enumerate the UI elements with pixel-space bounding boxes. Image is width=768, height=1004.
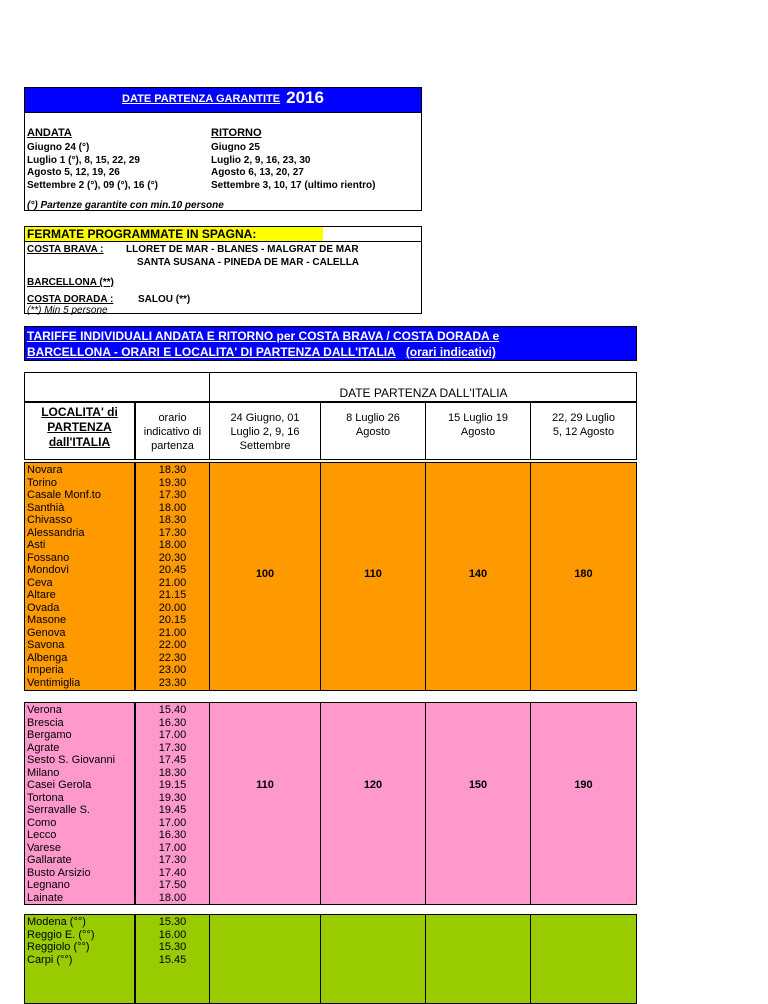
city-name: Altare xyxy=(27,589,56,601)
price-cell xyxy=(209,702,321,905)
ritorno-line: Giugno 25 xyxy=(211,142,260,153)
date-col-cell xyxy=(530,402,637,460)
departure-time: 17.30 xyxy=(158,526,187,539)
date-col-cell xyxy=(320,402,426,460)
departure-time: 17.00 xyxy=(158,816,187,829)
guaranteed-dates-year: 2016 xyxy=(286,88,324,107)
city-name: Imperia xyxy=(27,664,64,676)
departure-time: 22.00 xyxy=(158,639,187,651)
departure-time: 15.40 xyxy=(158,704,187,716)
price-cell xyxy=(425,914,531,1004)
ritorno-line: Settembre 3, 10, 17 (ultimo rientro) xyxy=(211,179,376,191)
price-cell xyxy=(209,914,321,1004)
ritorno-heading: RITORNO xyxy=(211,127,262,139)
price-cell xyxy=(425,702,531,905)
banner-line1: TARIFFE INDIVIDUALI ANDATA E RITORNO per COSTA BRAVA / COSTA DORADA e xyxy=(27,329,500,343)
costa-dorada-label: COSTA DORADA : xyxy=(27,294,114,305)
guaranteed-dates-box xyxy=(24,87,422,211)
andata-line: Luglio 1 (°), 8, 15, 22, 29 xyxy=(27,154,140,166)
departure-time: 23.00 xyxy=(158,664,187,676)
departure-time: 17.30 xyxy=(158,854,187,866)
city-name: Agrate xyxy=(27,741,60,754)
departure-time: 18.30 xyxy=(158,766,187,779)
city-name: Reggiolo (°°) xyxy=(27,941,90,953)
price-cell xyxy=(320,462,426,691)
departure-time: 16.30 xyxy=(158,829,187,841)
departure-time: 17.45 xyxy=(158,754,187,766)
dates-header: DATE PARTENZA DALL'ITALIA xyxy=(339,386,508,400)
price-value: 180 xyxy=(574,568,593,580)
departure-time: 15.30 xyxy=(158,941,187,953)
city-name: Ovada xyxy=(27,601,60,614)
ritorno-line: Agosto 6, 13, 20, 27 xyxy=(211,167,304,178)
city-name: Serravalle S. xyxy=(27,804,90,816)
group-orange-cities xyxy=(24,462,135,691)
city-name: Verona xyxy=(27,704,62,716)
time-list xyxy=(136,703,209,905)
city-name: Novara xyxy=(27,464,63,476)
city-name: Carpi (°°) xyxy=(27,953,73,966)
city-name: Casale Monf.to xyxy=(27,489,101,501)
localita-header-cell xyxy=(24,402,135,460)
price-value: 120 xyxy=(363,779,383,791)
city-name: Busto Arsizio xyxy=(27,866,91,879)
city-name: Sesto S. Giovanni xyxy=(27,754,116,766)
city-name: Gallarate xyxy=(27,854,72,866)
departure-time: 15.45 xyxy=(158,953,187,966)
departure-time: 16.30 xyxy=(158,716,187,729)
date-col-header: 22, 29 Luglio 5, 12 Agosto xyxy=(552,412,615,438)
orario-header-cell xyxy=(135,402,210,460)
guaranteed-dates-header xyxy=(25,88,421,113)
banner-line2b: (orari indicativi) xyxy=(405,345,496,359)
price-cell xyxy=(209,462,321,691)
city-name: Masone xyxy=(27,614,67,626)
city-name: Casei Gerola xyxy=(27,779,92,791)
departure-time: 23.30 xyxy=(158,676,187,689)
spain-stops-note: (**) Min 5 persone xyxy=(27,305,108,316)
city-name: Milano xyxy=(27,766,60,779)
city-name: Lecco xyxy=(27,829,57,841)
price-cell xyxy=(530,914,637,1004)
price-value: 150 xyxy=(468,779,488,791)
price-value: 190 xyxy=(574,779,593,791)
price-cell xyxy=(530,462,637,691)
departure-time: 18.30 xyxy=(158,464,187,476)
city-name: Lainate xyxy=(27,891,64,904)
departure-time: 17.00 xyxy=(158,841,187,854)
departure-time: 18.30 xyxy=(158,514,187,526)
spain-stops-box xyxy=(24,226,422,314)
spain-stops-title: FERMATE PROGRAMMATE IN SPAGNA: xyxy=(25,227,323,241)
date-col-cell xyxy=(209,402,321,460)
andata-line: Agosto 5, 12, 19, 26 xyxy=(27,167,120,178)
city-name: Torino xyxy=(27,476,57,489)
city-name: Bergamo xyxy=(27,729,72,741)
departure-time: 18.00 xyxy=(158,539,187,551)
andata-list xyxy=(27,142,158,192)
departure-time: 17.50 xyxy=(158,879,187,891)
departure-time: 22.30 xyxy=(158,651,187,664)
price-cell xyxy=(530,702,637,905)
departure-time: 17.30 xyxy=(158,741,187,754)
city-name: Varese xyxy=(27,841,62,854)
date-col-header: 15 Luglio 19 Agosto xyxy=(448,412,508,438)
city-name: Ceva xyxy=(27,576,53,589)
banner-line2a: BARCELLONA - ORARI E LOCALITA' DI PARTENZA DALL'ITALIA xyxy=(27,345,396,359)
costa-dorada-value: SALOU (**) xyxy=(138,294,191,305)
departure-time: 19.15 xyxy=(158,779,187,791)
costa-brava-label: COSTA BRAVA : xyxy=(27,244,104,255)
price-cell xyxy=(425,462,531,691)
departure-time: 18.00 xyxy=(158,891,187,904)
guaranteed-dates-title: DATE PARTENZA GARANTITE xyxy=(122,93,281,105)
andata-line: Settembre 2 (°), 09 (°), 16 (°) xyxy=(27,179,158,191)
ritorno-list xyxy=(211,142,376,192)
city-name: Santhià xyxy=(27,501,65,514)
departure-time: 19.45 xyxy=(158,804,187,816)
localita-header: LOCALITA' di PARTENZA dall'ITALIA xyxy=(41,405,118,449)
city-list xyxy=(25,915,134,967)
departure-time: 19.30 xyxy=(158,476,187,489)
city-name: Asti xyxy=(27,539,46,551)
city-name: Chivasso xyxy=(27,514,73,526)
group-pink-times xyxy=(135,702,210,905)
city-name: Albenga xyxy=(27,651,68,664)
time-list xyxy=(136,463,209,690)
city-list xyxy=(25,703,134,905)
departure-time: 15.30 xyxy=(158,916,187,928)
orario-header: orario indicativo di partenza xyxy=(143,412,202,452)
tariff-banner xyxy=(24,326,637,361)
departure-time: 16.00 xyxy=(158,928,187,941)
date-col-header: 24 Giugno, 01 Luglio 2, 9, 16 Settembre xyxy=(230,412,300,452)
costa-brava-line2: SANTA SUSANA - PINEDA DE MAR - CALELLA xyxy=(137,257,360,268)
price-cell xyxy=(320,702,426,905)
costa-brava-line1: LLORET DE MAR - BLANES - MALGRAT DE MAR xyxy=(126,244,359,255)
group-green-times xyxy=(135,914,210,1004)
guaranteed-note: (°) Partenze garantite con min.10 persone xyxy=(27,200,224,211)
city-name: Como xyxy=(27,816,57,829)
city-name: Genova xyxy=(27,626,66,639)
andata-heading: ANDATA xyxy=(27,127,72,139)
departure-time: 17.00 xyxy=(158,729,187,741)
ritorno-line: Luglio 2, 9, 16, 23, 30 xyxy=(211,154,311,166)
departure-time: 20.45 xyxy=(158,564,187,576)
city-name: Brescia xyxy=(27,716,64,729)
date-col-cell xyxy=(425,402,531,460)
departure-time: 21.00 xyxy=(158,576,187,589)
city-name: Savona xyxy=(27,639,65,651)
city-name: Alessandria xyxy=(27,526,85,539)
departure-time: 21.15 xyxy=(158,589,187,601)
price-value: 100 xyxy=(255,568,275,580)
city-name: Tortona xyxy=(27,791,64,804)
city-name: Modena (°°) xyxy=(27,916,86,928)
time-list xyxy=(136,915,209,967)
price-value: 140 xyxy=(468,568,488,580)
departure-time: 18.00 xyxy=(158,501,187,514)
departure-time: 17.30 xyxy=(158,489,187,501)
city-name: Fossano xyxy=(27,551,70,564)
departure-time: 21.00 xyxy=(158,626,187,639)
city-name: Ventimiglia xyxy=(27,676,81,689)
price-cell xyxy=(320,914,426,1004)
city-name: Mondovì xyxy=(27,564,70,576)
price-value: 110 xyxy=(256,779,274,791)
andata-line: Giugno 24 (°) xyxy=(27,142,90,153)
date-col-header: 8 Luglio 26 Agosto xyxy=(346,412,400,438)
departure-time: 17.40 xyxy=(158,866,187,879)
city-list xyxy=(25,463,134,690)
departure-time: 20.00 xyxy=(158,601,187,614)
group-green-cities xyxy=(24,914,135,1004)
group-orange-times xyxy=(135,462,210,691)
price-value: 110 xyxy=(364,568,382,580)
group-pink-cities xyxy=(24,702,135,905)
city-name: Reggio E. (°°) xyxy=(27,928,95,941)
departure-time: 20.15 xyxy=(158,614,187,626)
barcellona-label: BARCELLONA (**) xyxy=(27,277,114,288)
city-name: Legnano xyxy=(27,879,70,891)
departure-time: 20.30 xyxy=(158,551,187,564)
departure-time: 19.30 xyxy=(158,791,187,804)
